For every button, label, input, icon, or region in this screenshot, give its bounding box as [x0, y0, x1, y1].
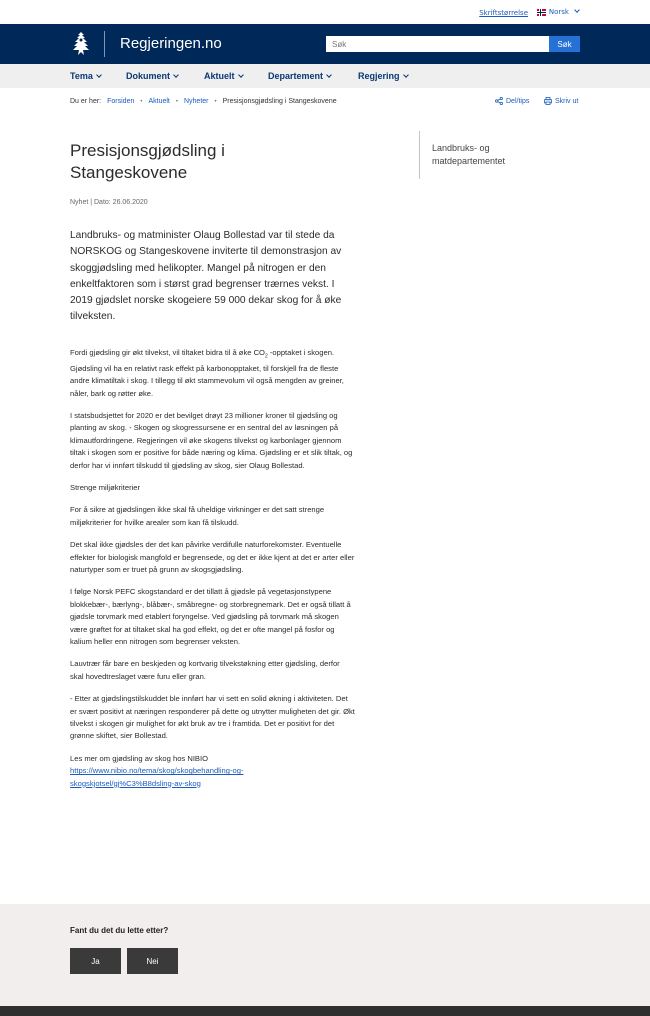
article-subheading: Strenge miljøkriterier — [70, 482, 141, 492]
chevron-down-icon — [403, 72, 409, 78]
language-selector[interactable] — [537, 8, 579, 16]
page-title: Presisjonsgjødsling i Stangeskovene — [70, 141, 225, 182]
article — [70, 140, 355, 800]
nibio-link[interactable]: https://www.nibio.no/tema/skog/skogbehandling-og- skogskjotsel/gj%C3%B8dsling-av-skog — [70, 766, 244, 788]
breadcrumb-separator: • — [175, 98, 178, 105]
article-paragraph: - Etter at gjødslingstilskuddet ble innført har vi sett en solid økning i aktiviteten. Det er svært positivt at næringen responderer på dette og utnytter muligheten det gir. Økt tilvekst i skogen gir mulighet for økt bruk av tre i framtida. Det er positivt for det grønne skiftet, sier Bollestad. — [70, 694, 355, 741]
chevron-down-icon — [96, 72, 102, 78]
breadcrumb-separator: • — [214, 98, 217, 105]
article-paragraph: Det skal ikke gjødsles der det kan påvirke verdifulle naturforekomster. Eventuelle effekter for biologisk mangfold er begrensede, og det er ikke kjent at det er arter eller naturtyper som er truet på grunn av skogsgjødsling. — [70, 540, 355, 574]
norway-flag-icon — [537, 9, 546, 16]
breadcrumb-home[interactable]: Forsiden — [107, 98, 135, 105]
feedback-no-button[interactable]: Nei — [127, 948, 178, 974]
font-size-link[interactable]: Skriftstørrelse — [479, 9, 528, 17]
chevron-down-icon — [326, 72, 332, 78]
norwegian-lion-logo-icon[interactable] — [70, 31, 92, 57]
feedback-section — [0, 904, 650, 1006]
printer-icon — [544, 97, 552, 105]
breadcrumb — [70, 98, 337, 105]
feedback-question: Fant du det du lette etter? — [70, 926, 169, 935]
main-nav — [0, 64, 650, 88]
chevron-down-icon — [574, 7, 580, 13]
site-footer — [0, 1006, 650, 1016]
breadcrumb-nyheter[interactable]: Nyheter — [183, 98, 209, 105]
breadcrumb-current: Presisjonsgjødsling i Stangeskovene — [222, 98, 337, 105]
nav-item-regjering[interactable]: Regjering — [358, 71, 408, 81]
nav-item-departement[interactable]: Departement — [268, 71, 331, 81]
share-icon — [495, 97, 503, 105]
breadcrumb-lead: Du er her: — [70, 98, 102, 105]
header-divider — [104, 31, 105, 57]
chevron-down-icon — [173, 72, 179, 78]
search-input[interactable] — [326, 36, 549, 52]
article-ingress: Landbruks- og matminister Olaug Bollestad var til stede da NORSKOG og Stangeskovene inviterte til demonstrasjon av skoggjødsling med helikopter. Mangel på nitrogen er den enkeltfaktoren som i størst grad begrenser trærnes vekst. I 2019 gjødslet norske skogeiere 59 000 dekar skog for å øke tilveksten. — [70, 230, 342, 323]
nav-item-tema[interactable]: Tema — [70, 71, 101, 81]
article-body — [70, 347, 355, 790]
search-button[interactable]: Søk — [549, 36, 580, 52]
feedback-yes-button[interactable]: Ja — [70, 948, 121, 974]
article-meta: Nyhet | Dato: 26.06.2020 — [70, 199, 148, 206]
article-paragraph: For å sikre at gjødslingen ikke skal få uheldige virkninger er det satt strenge miljøkriterier for hvilke arealer som kan få tilskudd. — [70, 505, 325, 527]
site-header — [0, 24, 650, 64]
breadcrumb-aktuelt[interactable]: Aktuelt — [148, 98, 170, 105]
breadcrumb-separator: • — [140, 98, 143, 105]
article-paragraph: Lauvtrær får bare en beskjeden og kortvarig tilvekstøkning etter gjødsling, derfor skal hovedtreslaget være furu eller gran. — [70, 659, 340, 681]
language-label: Norsk — [548, 8, 569, 16]
nav-item-aktuelt[interactable]: Aktuelt — [204, 71, 243, 81]
article-paragraph: I følge Norsk PEFC skogstandard er det tillatt å gjødsle på vegetasjonstypene blokkebær-, bærlyng-, blåbær-, småbregne- og storbregnemark. Det er også tillatt å gjødsle torvmark med etablert foryngelse. Ved gjødsling på torvmark må skogen være grøftet for at tiltaket skal ha god effekt, og det er ofte mangel på fosfor og kalium heller enn nitrogen som begrenser veksten. — [70, 587, 351, 647]
share-link[interactable]: Del/tips — [495, 97, 529, 105]
chevron-down-icon — [238, 72, 244, 78]
article-paragraph: I statsbudsjettet for 2020 er det bevilget drøyt 23 millioner kroner til gjødsling og planting av skog. - Skogen og skogressursene er en sentral del av løsningen på klimautfordringene. Regjeringen vil øke skogens tilvekst og karbonlager gjennom tiltak i skogen som er positive for både næring og klima. Gjødsling er et slik tiltak, og derfor har vi innført tilskudd til gjødsling av skog, sier Olaug Bollestad. — [70, 410, 353, 470]
site-name-link[interactable]: Regjeringen.no — [120, 35, 222, 52]
article-paragraph: Fordi gjødsling gir økt tilvekst, vil tiltaket bidra til å øke $CO_2$ -opptaket i skogen. Gjødsling vil ha en relativt rask effekt på karbonopptaket, til forskjell fra de fleste andre klimatiltak i skog. I tillegg til økt stammevolum vil også mengden av greiner, nåler, bark og røtter øke. — [70, 347, 344, 398]
ministry-link[interactable]: Landbruks- og matdepartementet — [419, 131, 539, 179]
article-paragraph: Les mer om gjødsling av skog hos NIBIO https://www.nibio.no/tema/skog/skogbehandling-og- skogskjotsel/gj%C3%B8dsling-av-skog — [70, 753, 244, 788]
utility-bar — [0, 0, 650, 24]
print-link[interactable]: Skriv ut — [544, 97, 578, 105]
nav-item-dokument[interactable]: Dokument — [126, 71, 178, 81]
